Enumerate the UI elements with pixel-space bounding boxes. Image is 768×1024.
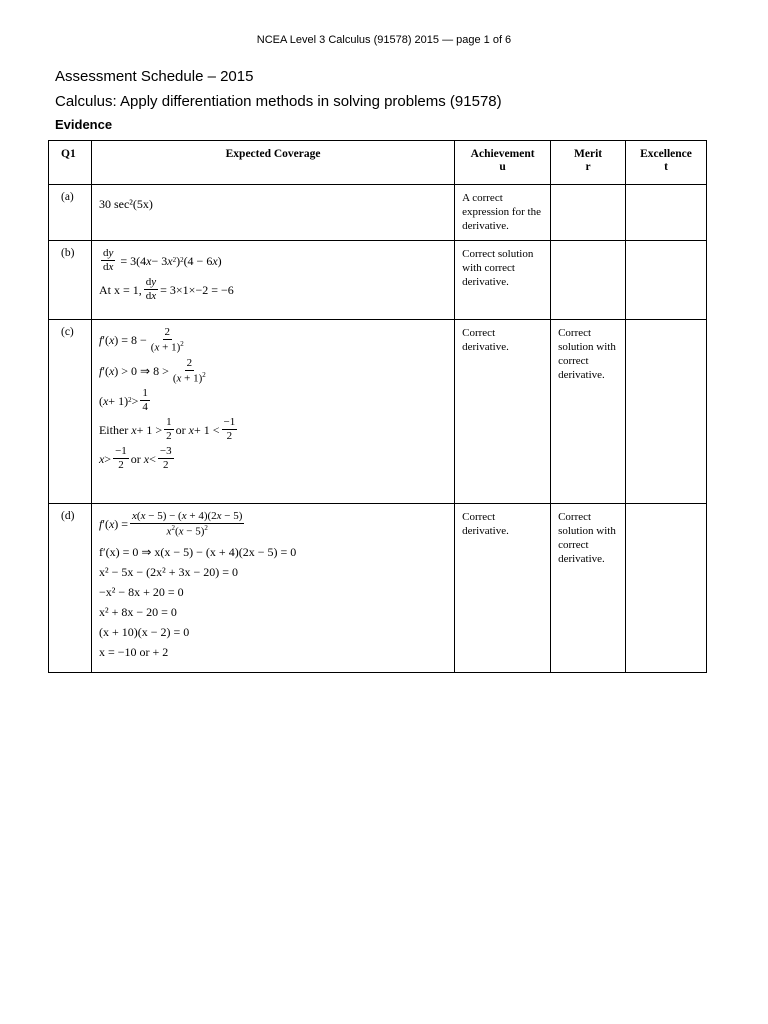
achievement-cell: Correct derivative. [455, 504, 551, 673]
achievement-cell: A correct expression for the derivative. [455, 185, 551, 241]
table-header-row [49, 141, 707, 185]
coverage-cell [91, 504, 454, 673]
math-d-line7: (x + 10)(x − 2) = 0 [98, 624, 190, 639]
math-c-line3: ( x + 1) 2 > $\frac{1}{4}$ [98, 387, 148, 414]
achievement-cell: Correct solution with correct derivative. [455, 241, 551, 320]
math-d-line3: f′(x) = 0 ⇒ x(x − 5) − (x + 4)(2x − 5) = 0 [98, 544, 297, 559]
coverage-cell [91, 185, 454, 241]
math-b-line1: $\frac{dy}{dx}$ = 3(4 x − 3 x 2 ) 2 (4 − 6 x ) [102, 247, 222, 273]
table-row [49, 185, 707, 241]
math-d-line1: f ′( x ) = $\frac{x(x - 5) - (x + 4)(2x - 5)}{x^2(x - 5)^2}$ [98, 510, 243, 538]
merit-cell [551, 185, 626, 241]
part-label: (d) [49, 504, 92, 673]
header-excellence: Excellence t [626, 141, 707, 185]
math-c-line5: x > $\frac{-1}{2}$ or x < $\frac{-3}{2}$ [98, 445, 172, 472]
math-d-line8: x = −10 or + 2 [98, 644, 169, 659]
math-a: 30 sec²(5x) [98, 196, 153, 211]
math-c-line1: f ′( x ) = 8 − $\frac{2}{(x + 1)^2}$ [98, 326, 184, 354]
math-c-line4: Either x + 1 > $\frac{1}{2}$ or x + 1 < $\frac{-1}{2}$ [98, 416, 236, 443]
merit-cell: Correct solution with correct derivative. [551, 504, 626, 673]
part-label: (a) [49, 185, 92, 241]
math-b-line2: At x = 1, $\frac{dy}{dx}$ = 3×1×−2 = −6 [98, 276, 234, 302]
coverage-cell [91, 320, 454, 504]
document-title: Assessment Schedule – 2015 [55, 68, 254, 85]
header-q: Q1 [49, 141, 92, 185]
excellence-cell [626, 504, 707, 673]
page-header: NCEA Level 3 Calculus (91578) 2015 — page 1 of 6 [256, 34, 512, 46]
section-heading: Evidence [55, 117, 113, 132]
header-achievement: Achievement u [455, 141, 551, 185]
assessment-table [48, 140, 707, 673]
math-d-line5: −x² − 8x + 20 = 0 [98, 584, 184, 599]
coverage-cell [91, 241, 454, 320]
header-coverage: Expected Coverage [91, 141, 454, 185]
table-row [49, 320, 707, 504]
excellence-cell [626, 185, 707, 241]
math-d-line6: x² + 8x − 20 = 0 [98, 604, 177, 619]
document-subtitle: Calculus: Apply differentiation methods in solving problems (91578) [55, 93, 502, 110]
table-row [49, 504, 707, 673]
achievement-cell: Correct derivative. [455, 320, 551, 504]
part-label: (c) [49, 320, 92, 504]
math-c-line2: f ′( x ) > 0 ⇒ 8 > $\frac{2}{(x + 1)^2}$ [98, 356, 206, 385]
table-row [49, 241, 707, 320]
part-label: (b) [49, 241, 92, 320]
excellence-cell [626, 320, 707, 504]
merit-cell [551, 241, 626, 320]
merit-cell: Correct solution with correct derivative. [551, 320, 626, 504]
header-merit: Merit r [551, 141, 626, 185]
math-d-line4: x² − 5x − (2x² + 3x − 20) = 0 [98, 564, 238, 579]
excellence-cell [626, 241, 707, 320]
